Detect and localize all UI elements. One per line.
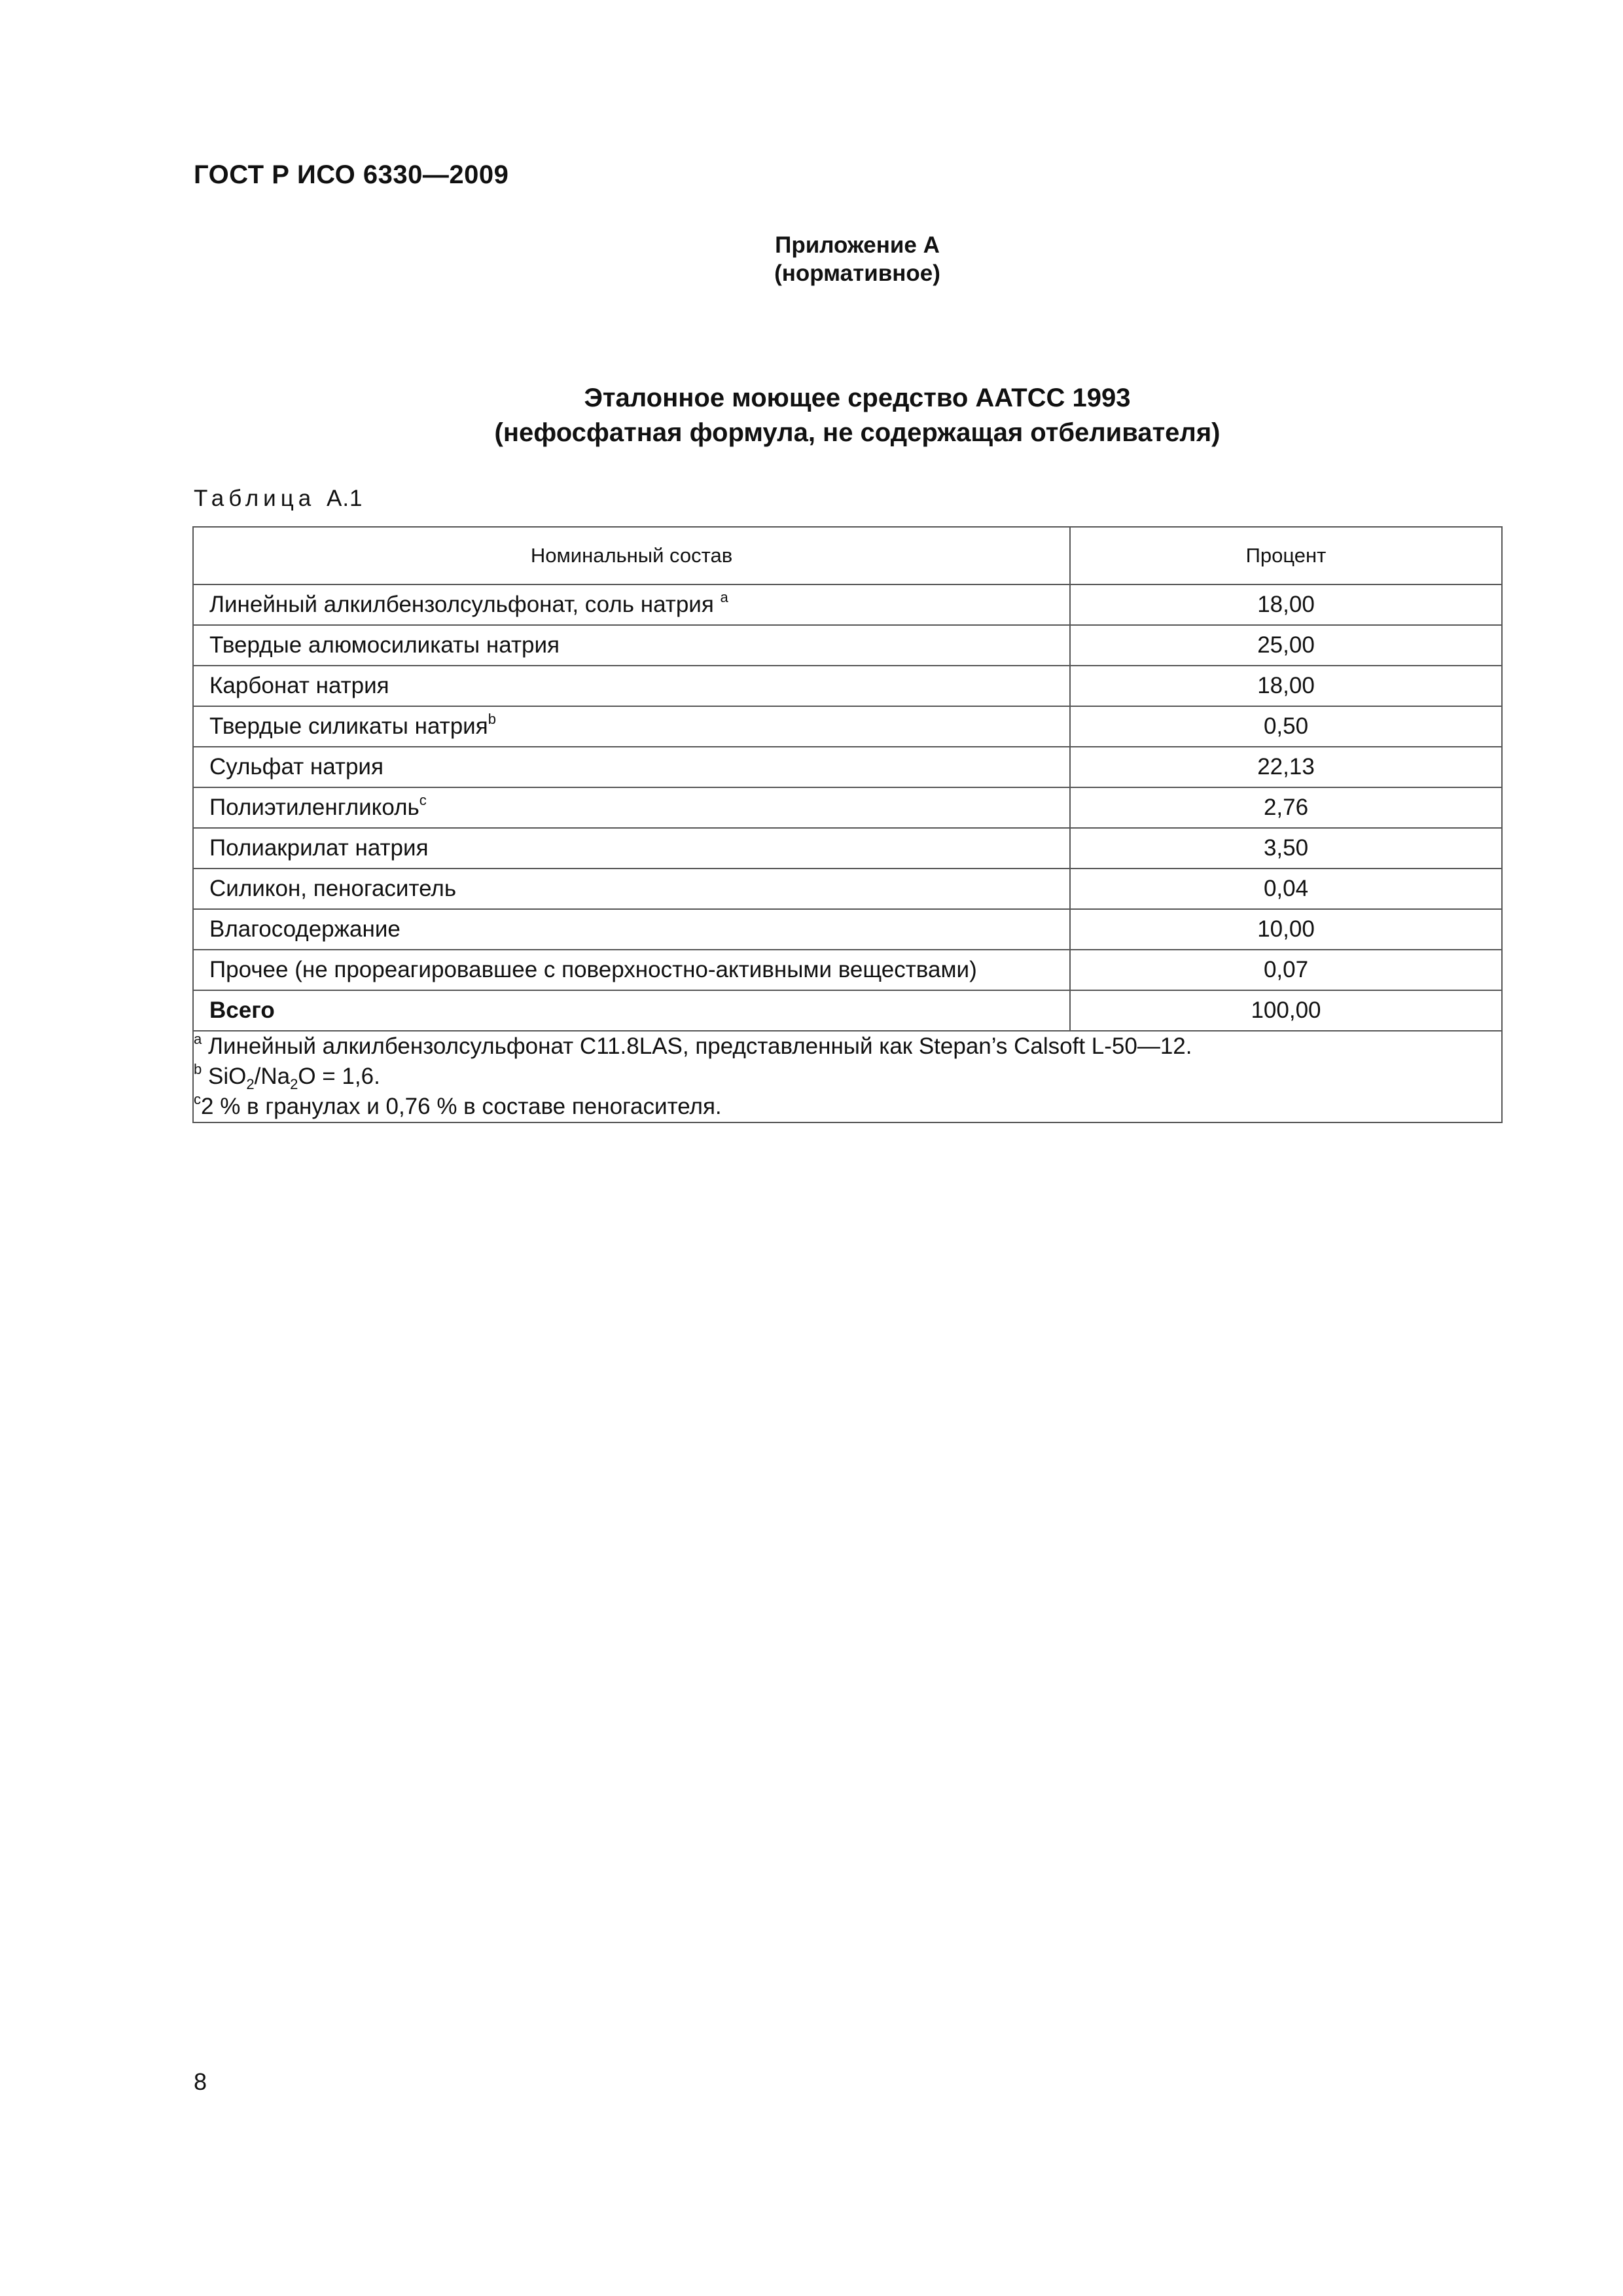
table-row <box>193 950 1502 990</box>
table-header-row <box>193 527 1502 584</box>
table-row <box>193 666 1502 706</box>
table-row <box>193 625 1502 666</box>
column-header-percent: Процент <box>1070 527 1502 584</box>
annex-title: Приложение А <box>775 232 940 258</box>
footnote-mark: b <box>488 711 496 727</box>
component-name: Силикон, пеногаситель <box>193 869 1070 909</box>
component-percent: 0,50 <box>1070 706 1502 747</box>
table-row <box>193 909 1502 950</box>
component-name-text: Линейный алкилбензолсульфонат, соль натрия <box>209 592 714 617</box>
table-row <box>193 747 1502 787</box>
total-percent: 100,00 <box>1070 990 1502 1031</box>
component-percent: 0,07 <box>1070 950 1502 990</box>
footnote-mark: c <box>194 1091 201 1107</box>
table-row <box>193 869 1502 909</box>
component-name-text: Твердые силикаты натрия <box>209 713 488 739</box>
formula-subscript: 2 <box>246 1076 255 1092</box>
formula-part: SiO <box>207 1064 247 1089</box>
component-name-text: Полиэтиленгликоль <box>209 795 419 820</box>
component-percent: 22,13 <box>1070 747 1502 787</box>
component-percent: 0,04 <box>1070 869 1502 909</box>
table-row <box>193 828 1502 869</box>
section-heading-line-2: (нефосфатная формула, не содержащая отбеливателя) <box>494 418 1221 447</box>
component-name <box>193 787 1070 828</box>
footnotes <box>193 1031 1502 1122</box>
table-row <box>193 584 1502 625</box>
formula-part: /Na <box>254 1064 291 1089</box>
page-number: 8 <box>194 2068 207 2095</box>
formula-subscript: 2 <box>290 1076 298 1092</box>
component-percent: 18,00 <box>1070 666 1502 706</box>
footnote-a <box>194 1031 1501 1062</box>
table-caption <box>194 486 363 512</box>
annex-status: (нормативное) <box>774 260 940 286</box>
footnotes-row <box>193 1031 1502 1122</box>
document-code: ГОСТ Р ИСО 6330—2009 <box>194 160 509 189</box>
table-row <box>193 787 1502 828</box>
table-caption-number: А.1 <box>326 486 363 511</box>
footnote-c <box>194 1092 1501 1122</box>
component-name: Сульфат натрия <box>193 747 1070 787</box>
footnote-mark: c <box>419 792 427 808</box>
component-name: Полиакрилат натрия <box>193 828 1070 869</box>
composition-table <box>192 526 1503 1123</box>
section-heading-line-1: Эталонное моющее средство AATCC 1993 <box>584 384 1131 412</box>
total-row <box>193 990 1502 1031</box>
column-header-composition: Номинальный состав <box>193 527 1070 584</box>
footnote-mark: b <box>194 1061 202 1077</box>
footnote-b <box>194 1062 1501 1092</box>
footnote-mark: a <box>720 589 728 605</box>
component-percent: 2,76 <box>1070 787 1502 828</box>
component-percent: 18,00 <box>1070 584 1502 625</box>
component-percent: 25,00 <box>1070 625 1502 666</box>
component-percent: 3,50 <box>1070 828 1502 869</box>
component-percent: 10,00 <box>1070 909 1502 950</box>
footnote-text: 2 % в гранулах и 0,76 % в составе пеногасителя. <box>201 1094 722 1119</box>
component-name: Карбонат натрия <box>193 666 1070 706</box>
component-name: Влагосодержание <box>193 909 1070 950</box>
component-name: Твердые алюмосиликаты натрия <box>193 625 1070 666</box>
table-caption-word: Таблица <box>194 486 316 511</box>
component-name <box>193 584 1070 625</box>
footnote-text: Линейный алкилбензолсульфонат C11.8LAS, представленный как Stepan’s Calsoft L-50—12. <box>207 1033 1192 1059</box>
formula-part: O = 1,6. <box>298 1064 380 1089</box>
footnote-mark: a <box>194 1031 202 1047</box>
table-row <box>193 706 1502 747</box>
total-label: Всего <box>193 990 1070 1031</box>
component-name <box>193 706 1070 747</box>
component-name: Прочее (не прореагировавшее с поверхностно-активными веществами) <box>193 950 1070 990</box>
